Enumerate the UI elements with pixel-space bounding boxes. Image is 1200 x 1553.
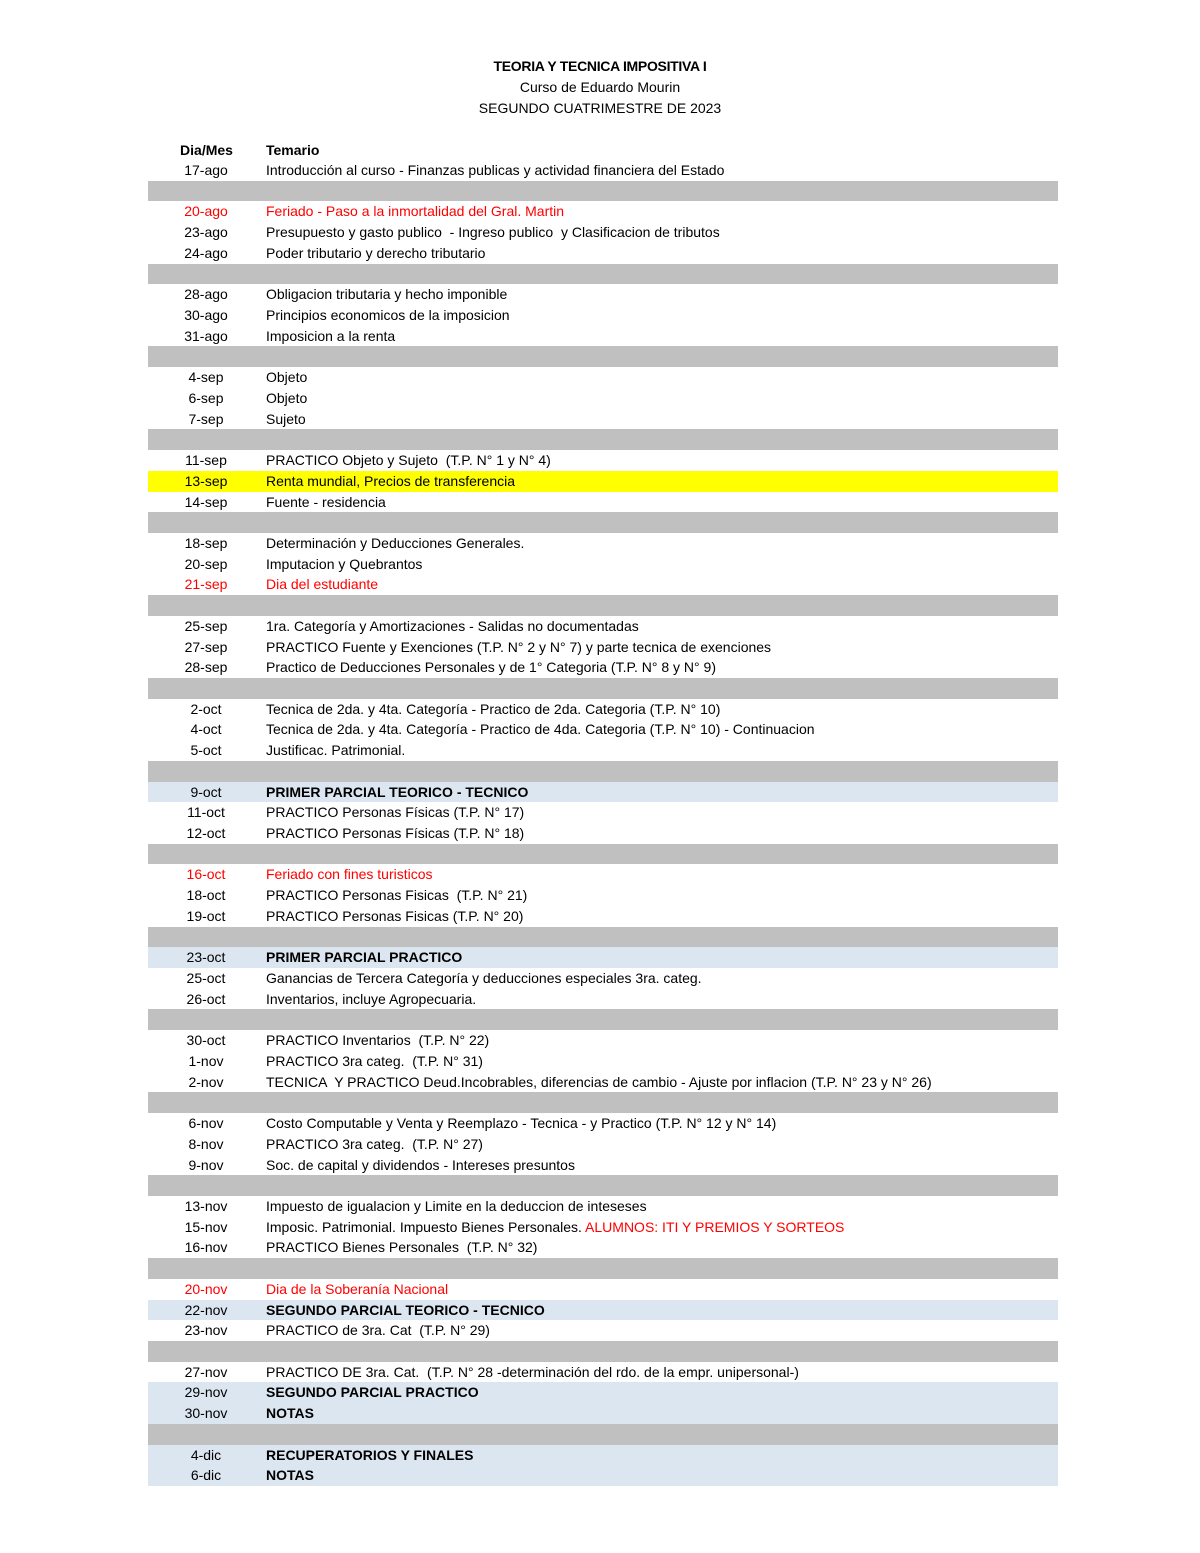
row-topic	[266, 802, 524, 823]
separator-row	[148, 1341, 1058, 1362]
separator-row	[148, 927, 1058, 948]
table-row	[148, 740, 1058, 761]
row-topic	[266, 222, 720, 243]
row-topic-text: PRACTICO Personas Físicas (T.P. N° 18)	[266, 825, 525, 841]
column-header-topic: Temario	[266, 142, 320, 158]
separator-row	[148, 595, 1058, 616]
row-topic-text: Sujeto	[266, 410, 306, 427]
row-date: 4-dic	[190, 1446, 222, 1463]
table-row	[148, 1051, 1058, 1072]
row-date: 4-sep	[188, 369, 224, 386]
row-date: 28-sep	[184, 659, 228, 676]
row-date: 15-nov	[184, 1218, 228, 1235]
row-topic-text: Determinación y Deducciones Generales.	[266, 534, 525, 551]
row-topic-text: PRACTICO Bienes Personales (T.P. N° 32)	[266, 1239, 538, 1256]
row-topic-text: Dia del estudiante	[266, 576, 379, 593]
row-topic	[266, 616, 639, 637]
table-row	[148, 657, 1058, 678]
row-topic-text: Principios economicos de la imposicion	[266, 307, 510, 324]
row-topic	[266, 367, 307, 388]
table-row	[148, 533, 1058, 554]
separator-row	[148, 264, 1058, 285]
row-topic	[266, 243, 485, 264]
row-date: 25-sep	[184, 617, 228, 634]
row-date: 4-oct	[190, 721, 222, 738]
row-date: 14-sep	[184, 493, 228, 510]
row-date: 16-nov	[184, 1239, 228, 1256]
row-topic-text: Impuesto de igualacion y Limite en la deduccion de inteseses	[266, 1197, 647, 1214]
row-topic	[266, 1445, 473, 1466]
course-title: TEORIA Y TECNICA IMPOSITIVA I	[493, 58, 707, 74]
table-row	[148, 367, 1058, 388]
row-topic-text: Ganancias de Tercera Categoría y deducciones especiales 3ra. categ.	[266, 970, 702, 987]
row-topic-text: Poder tributario y derecho tributario	[266, 244, 486, 261]
table-row	[148, 637, 1058, 658]
row-topic-text: PRACTICO Personas Físicas (T.P. N° 17)	[266, 804, 525, 821]
row-date: 30-oct	[186, 1032, 226, 1049]
table-row	[148, 1113, 1058, 1134]
table-row	[148, 947, 1058, 968]
table-row	[148, 1445, 1058, 1466]
table-row	[148, 243, 1058, 264]
table-row	[148, 1072, 1058, 1093]
table-row	[148, 1382, 1058, 1403]
row-date: 27-nov	[184, 1363, 228, 1380]
row-topic	[266, 409, 306, 430]
row-topic	[266, 1217, 844, 1238]
row-topic	[266, 1279, 448, 1300]
row-topic-text: PRACTICO 3ra categ. (T.P. N° 27)	[266, 1135, 483, 1152]
table-row	[148, 1362, 1058, 1383]
row-date: 22-nov	[184, 1301, 228, 1318]
table-row	[148, 574, 1058, 595]
table-row	[148, 885, 1058, 906]
table-row	[148, 1217, 1058, 1238]
row-topic-text: Tecnica de 2da. y 4ta. Categoría - Practico de 4da. Categoria (T.P. N° 10) - Continuacion	[266, 721, 815, 738]
table-row	[148, 1320, 1058, 1341]
course-period: SEGUNDO CUATRIMESTRE DE 2023	[478, 100, 722, 116]
table-row	[148, 823, 1058, 844]
row-date: 13-sep	[184, 472, 228, 489]
row-topic	[266, 1134, 483, 1155]
row-topic-text: Presupuesto y gasto publico - Ingreso publico y Clasificacion de tributos	[266, 224, 720, 241]
row-date: 17-ago	[184, 162, 228, 178]
row-topic	[266, 1030, 489, 1051]
row-topic-text: PRACTICO Objeto y Sujeto (T.P. N° 1 y N° 4)	[266, 452, 551, 469]
row-topic	[266, 823, 524, 844]
row-topic-text: NOTAS	[266, 1467, 314, 1484]
row-date: 6-sep	[188, 389, 224, 406]
row-date: 23-oct	[186, 949, 226, 966]
separator-row	[148, 1009, 1058, 1030]
row-date: 20-nov	[184, 1280, 228, 1297]
separator-row	[148, 512, 1058, 533]
row-date: 11-sep	[185, 452, 227, 469]
row-topic-text: PRACTICO de 3ra. Cat (T.P. N° 29)	[266, 1322, 490, 1339]
row-topic-text: PRIMER PARCIAL TEORICO - TECNICO	[266, 783, 529, 800]
row-date: 11-oct	[187, 804, 225, 821]
row-topic	[266, 947, 462, 968]
table-row	[148, 222, 1058, 243]
row-topic-text: Practico de Deducciones Personales y de 1° Categoria (T.P. N° 8 y N° 9)	[266, 659, 716, 676]
row-topic	[266, 160, 724, 181]
schedule-table	[148, 160, 1058, 1486]
row-topic	[266, 637, 771, 658]
row-date: 28-ago	[184, 286, 228, 303]
row-topic	[266, 1403, 314, 1424]
table-row	[148, 989, 1058, 1010]
row-date: 8-nov	[188, 1135, 224, 1152]
row-topic	[266, 699, 720, 720]
row-date: 7-sep	[188, 410, 224, 427]
row-date: 18-oct	[186, 887, 226, 904]
row-topic	[266, 388, 307, 409]
row-topic	[266, 989, 476, 1010]
table-row	[148, 450, 1058, 471]
row-date: 18-sep	[184, 534, 228, 551]
separator-row	[148, 1175, 1058, 1196]
row-topic	[266, 1465, 314, 1486]
course-subtitle: Curso de Eduardo Mourin	[519, 79, 681, 95]
separator-row	[148, 761, 1058, 782]
row-topic-text: PRACTICO Fuente y Exenciones (T.P. N° 2 y N° 7) y parte tecnica de exenciones	[266, 638, 772, 655]
row-topic	[266, 1155, 575, 1176]
table-row	[148, 699, 1058, 720]
row-date: 6-nov	[188, 1115, 224, 1132]
row-date: 13-nov	[184, 1197, 228, 1214]
row-topic-text: Inventarios, incluye Agropecuaria.	[266, 990, 477, 1007]
row-topic-text: Imposicion a la renta	[266, 327, 396, 344]
separator-row	[148, 1092, 1058, 1113]
row-topic	[266, 1051, 483, 1072]
row-date: 29-nov	[184, 1384, 228, 1401]
table-row	[148, 864, 1058, 885]
row-topic-text: PRACTICO 3ra categ. (T.P. N° 31)	[266, 1052, 483, 1069]
row-date: 1-nov	[188, 1052, 224, 1069]
row-topic	[266, 740, 405, 761]
table-row	[148, 305, 1058, 326]
table-row	[148, 1134, 1058, 1155]
row-date: 30-nov	[184, 1405, 228, 1422]
row-topic-text: Dia de la Soberanía Nacional	[266, 1280, 449, 1297]
row-topic	[266, 1113, 776, 1134]
row-topic	[266, 554, 422, 575]
row-topic	[266, 1072, 932, 1093]
row-topic	[266, 1362, 799, 1383]
row-date: 2-nov	[188, 1073, 224, 1090]
row-date: 25-oct	[186, 970, 226, 987]
row-topic	[266, 906, 523, 927]
row-topic	[266, 305, 510, 326]
row-topic-text: TECNICA Y PRACTICO Deud.Incobrables, diferencias de cambio - Ajuste por inflacion (T.P. N° 23 y N° 26)	[266, 1073, 932, 1090]
row-topic-text: Imputacion y Quebrantos	[266, 555, 423, 572]
row-topic	[266, 864, 433, 885]
row-topic-text: Objeto	[266, 389, 308, 406]
row-topic-text: Fuente - residencia	[266, 493, 386, 510]
row-date: 30-ago	[184, 307, 228, 324]
row-date: 5-oct	[190, 742, 222, 759]
row-topic	[266, 1300, 545, 1321]
table-row	[148, 719, 1058, 740]
row-topic-text: Objeto	[266, 369, 308, 386]
table-row	[148, 492, 1058, 513]
row-topic-text: Soc. de capital y dividendos - Intereses presuntos	[266, 1156, 575, 1173]
row-topic	[266, 1196, 647, 1217]
table-row	[148, 802, 1058, 823]
column-header-date: Dia/Mes	[180, 142, 233, 158]
row-topic	[266, 885, 527, 906]
row-date: 12-oct	[186, 825, 226, 841]
row-topic	[266, 326, 395, 347]
table-row	[148, 782, 1058, 803]
row-topic	[266, 201, 564, 222]
row-date: 16-oct	[186, 866, 226, 883]
row-topic	[266, 574, 378, 595]
table-row	[148, 471, 1058, 492]
row-topic-text: Costo Computable y Venta y Reemplazo - Tecnica - y Practico (T.P. N° 12 y N° 14)	[266, 1115, 777, 1132]
table-row	[148, 160, 1058, 181]
row-topic	[266, 968, 702, 989]
row-topic-text: Tecnica de 2da. y 4ta. Categoría - Practico de 2da. Categoria (T.P. N° 10)	[266, 700, 721, 717]
row-topic-text: PRACTICO Personas Fisicas (T.P. N° 21)	[266, 887, 528, 904]
row-topic-text: PRACTICO DE 3ra. Cat. (T.P. N° 28 -determinación del rdo. de la empr. unipersonal-)	[266, 1363, 799, 1380]
row-topic	[266, 657, 716, 678]
separator-row	[148, 1424, 1058, 1445]
row-date: 20-sep	[184, 555, 228, 572]
row-topic	[266, 719, 815, 740]
table-row	[148, 201, 1058, 222]
row-topic-text: Imposic. Patrimonial. Impuesto Bienes Personales.	[266, 1218, 586, 1235]
table-row	[148, 616, 1058, 637]
row-topic-text: Renta mundial, Precios de transferencia	[266, 472, 516, 489]
document-header	[0, 56, 1200, 119]
row-topic-text: Feriado - Paso a la inmortalidad del Gral. Martin	[266, 203, 565, 220]
table-row	[148, 1300, 1058, 1321]
row-date: 23-ago	[184, 224, 228, 241]
row-topic-text: SEGUNDO PARCIAL PRACTICO	[266, 1384, 479, 1401]
row-date: 9-oct	[190, 783, 222, 800]
row-topic	[266, 1382, 479, 1403]
row-topic	[266, 782, 528, 803]
row-topic-text: Introducción al curso - Finanzas publicas y actividad financiera del Estado	[266, 162, 725, 178]
row-topic-text: PRIMER PARCIAL PRACTICO	[266, 949, 463, 966]
row-topic-text: PRACTICO Personas Fisicas (T.P. N° 20)	[266, 907, 524, 924]
row-date: 20-ago	[184, 203, 228, 220]
table-row	[148, 1403, 1058, 1424]
row-date: 23-nov	[184, 1322, 228, 1339]
row-topic	[266, 1237, 537, 1258]
row-date: 27-sep	[184, 638, 228, 655]
row-topic-text: Obligacion tributaria y hecho imponible	[266, 286, 508, 303]
table-row	[148, 1196, 1058, 1217]
row-topic-text: NOTAS	[266, 1405, 314, 1422]
table-row	[148, 968, 1058, 989]
separator-row	[148, 181, 1058, 202]
row-topic	[266, 533, 524, 554]
row-date: 21-sep	[184, 576, 228, 593]
row-date: 9-nov	[188, 1156, 224, 1173]
row-topic-text: PRACTICO Inventarios (T.P. N° 22)	[266, 1032, 490, 1049]
row-topic	[266, 471, 515, 492]
row-date: 31-ago	[184, 327, 228, 344]
row-date: 19-oct	[186, 907, 226, 924]
row-topic	[266, 284, 507, 305]
table-row	[148, 388, 1058, 409]
row-topic	[266, 1320, 490, 1341]
table-row	[148, 409, 1058, 430]
separator-row	[148, 678, 1058, 699]
table-row	[148, 554, 1058, 575]
row-date: 26-oct	[186, 990, 226, 1007]
table-row	[148, 1155, 1058, 1176]
row-topic-text: Justificac. Patrimonial.	[266, 742, 406, 759]
table-row	[148, 284, 1058, 305]
row-topic-text: 1ra. Categoría y Amortizaciones - Salidas no documentadas	[266, 617, 639, 634]
table-row	[148, 1279, 1058, 1300]
row-topic-text: Feriado con fines turisticos	[266, 866, 433, 883]
row-date: 24-ago	[184, 244, 228, 261]
separator-row	[148, 1258, 1058, 1279]
separator-row	[148, 844, 1058, 865]
row-topic	[266, 450, 551, 471]
row-topic-highlight: ALUMNOS: ITI Y PREMIOS Y SORTEOS	[585, 1218, 845, 1235]
separator-row	[148, 429, 1058, 450]
row-topic-text: SEGUNDO PARCIAL TEORICO - TECNICO	[266, 1301, 545, 1318]
table-row	[148, 906, 1058, 927]
table-row	[148, 1030, 1058, 1051]
row-topic-text: RECUPERATORIOS Y FINALES	[266, 1446, 474, 1463]
row-topic	[266, 492, 386, 513]
table-row	[148, 326, 1058, 347]
row-date: 6-dic	[190, 1467, 222, 1484]
table-row	[148, 1237, 1058, 1258]
table-row	[148, 1465, 1058, 1486]
row-date: 2-oct	[190, 700, 222, 717]
separator-row	[148, 346, 1058, 367]
